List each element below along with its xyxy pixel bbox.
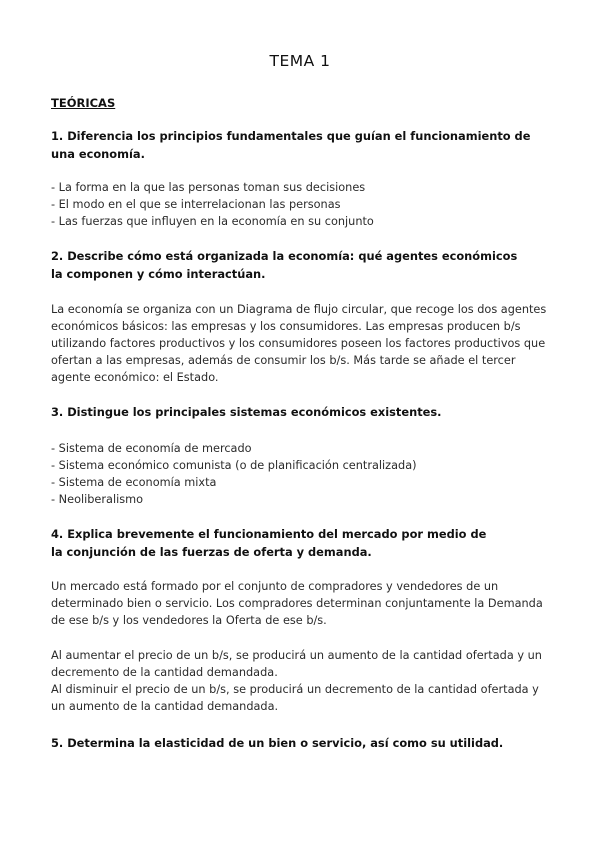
list-item: - Sistema de economía de mercado [51,442,252,455]
list-item: - Sistema de economía mixta [51,476,217,489]
page-title: TEMA 1 [269,52,331,70]
question-5: 5. Determina la elasticidad de un bien o servicio, así como su utilidad. [51,736,504,750]
answer-4-paragraph-1: Un mercado está formado por el conjunto de compradores y vendedores de un determinado bien o servicio. Los compradores determinan conjuntamente la Demanda de ese b/s y los vendedores la Oferta de ese b/s. [51,580,543,627]
list-item: - Las fuerzas que influyen en la economía en su conjunto [51,215,374,228]
answer-4-paragraph-3: Al disminuir el precio de un b/s, se producirá un decremento de la cantidad ofertada y un aumento de la cantidad demandada. [51,683,539,713]
question-2: 2. Describe cómo está organizada la economía: qué agentes económicos la componen y cómo interactúan. [51,249,518,281]
answer-2-paragraph: La economía se organiza con un Diagrama de flujo circular, que recoge los dos agentes económicos básicos: las empresas y los consumidores. Las empresas producen b/s utilizando factores productivos y los consumidores poseen los factores productivos que ofertan a las empresas, además de consumir los b/s. Más tarde se añade el tercer agente económico: el Estado. [51,303,547,384]
answer-3-list [51,440,551,508]
section-heading: TEÓRICAS [51,96,116,110]
question-4: 4. Explica brevemente el funcionamiento del mercado por medio de la conjunción de las fuerzas de oferta y demanda. [51,527,487,559]
question-3: 3. Distingue los principales sistemas económicos existentes. [51,405,442,419]
list-item: - El modo en el que se interrelacionan las personas [51,198,341,211]
list-item: - La forma en la que las personas toman sus decisiones [51,181,366,194]
list-item: - Neoliberalismo [51,493,144,506]
answer-1-list [51,179,551,230]
question-1: 1. Diferencia los principios fundamentales que guían el funcionamiento de una economía. [51,129,531,161]
list-item: - Sistema económico comunista (o de planificación centralizada) [51,459,417,472]
answer-4-paragraph-2: Al aumentar el precio de un b/s, se producirá un aumento de la cantidad ofertada y un decremento de la cantidad demandada. [51,649,542,679]
